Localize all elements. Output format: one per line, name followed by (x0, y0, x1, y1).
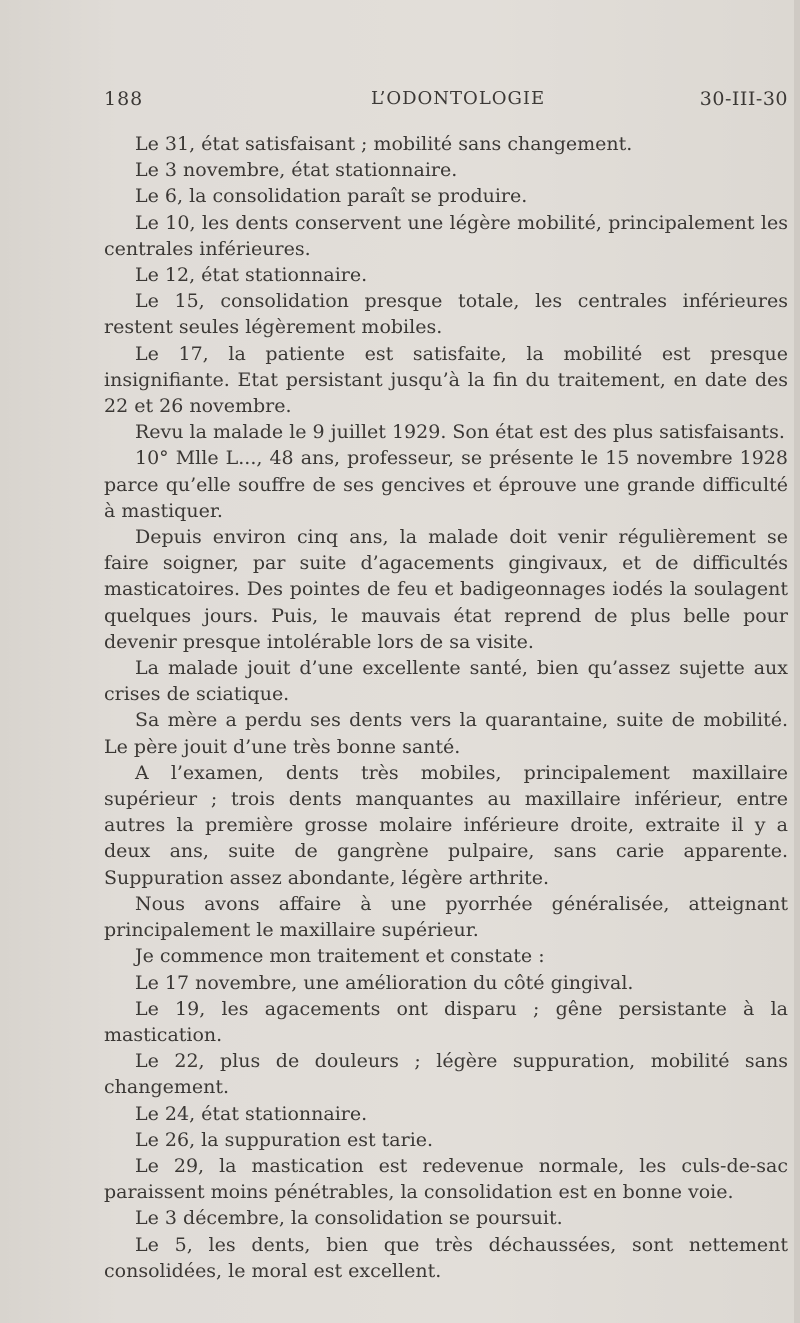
paragraph: Le 12, état stationnaire. (135, 264, 368, 287)
paragraph: A l’examen, dents très mobiles, principalement maxillaire supérieur ; trois dents manquantes au maxillaire inférieur, entre autres la première grosse molaire inférieure droite, extraite il y a deux ans, suite de gangrène pulpaire, sans carie apparente. Suppuration assez abondante, légère arthrite. (104, 761, 788, 889)
paragraph: Nous avons affaire à une pyorrhée généralisée, atteignant principalement le maxillaire supérieur. (104, 892, 788, 942)
issue-date: 30-III-30 (699, 88, 788, 110)
running-title: L’ODONTOLOGIE (371, 88, 546, 109)
page-number: 188 (104, 88, 144, 110)
paragraph: Le 17, la patiente est satisfaite, la mobilité est presque insignifiante. Etat persistant jusqu’à la fin du traitement, en date des 22 et 26 novembre. (104, 342, 788, 418)
paragraph: Le 26, la suppuration est tarie. (135, 1128, 434, 1151)
paragraph: Le 17 novembre, une amélioration du côté gingival. (135, 971, 634, 994)
paragraph: Le 29, la mastication est redevenue normale, les culs-de-sac paraissent moins pénétrables, la consolidation est en bonne voie. (104, 1154, 788, 1204)
paragraph: Le 3 décembre, la consolidation se poursuit. (135, 1207, 563, 1230)
page-header (104, 88, 788, 116)
paragraph: Le 3 novembre, état stationnaire. (135, 159, 458, 182)
paragraph: Le 15, consolidation presque totale, les centrales inférieures restent seules légèrement mobiles. (104, 290, 788, 339)
paragraph: 10° Mlle L..., 48 ans, professeur, se présente le 15 novembre 1928 parce qu’elle souffre de ses gencives et éprouve une grande difficulté à mastiquer. (104, 447, 788, 522)
paragraph: Le 6, la consolidation paraît se produire. (135, 185, 528, 208)
paragraph: Le 19, les agacements ont disparu ; gêne persistante à la mastication. (104, 997, 788, 1046)
paragraph: La malade jouit d’une excellente santé, bien qu’assez sujette aux crises de sciatique. (104, 657, 788, 706)
paragraph: Le 24, état stationnaire. (135, 1102, 368, 1125)
paragraph: Le 10, les dents conservent une légère mobilité, principalement les centrales inférieures. (104, 211, 788, 260)
paragraph: Je commence mon traitement et constate : (135, 945, 545, 968)
paragraph: Revu la malade le 9 juillet 1929. Son état est des plus satisfaisants. (135, 421, 785, 444)
paragraph: Sa mère a perdu ses dents vers la quarantaine, suite de mobilité. Le père jouit d’une très bonne santé. (104, 709, 788, 758)
paragraph: Le 5, les dents, bien que très déchaussées, sont nettement consolidées, le moral est excellent. (104, 1233, 788, 1282)
paragraph: Le 31, état satisfaisant ; mobilité sans changement. (135, 133, 633, 155)
page-edge (794, 0, 800, 1323)
body-text (104, 131, 788, 1284)
paragraph: Depuis environ cinq ans, la malade doit venir régulièrement se faire soigner, par suite d’agacements gingivaux, et de difficultés masticatoires. Des pointes de feu et badigeonnages iodés la soulagent quelques jours. Puis, le mauvais état reprend de plus belle pour devenir presque intolérable lors de sa visite. (104, 526, 788, 653)
paragraph: Le 22, plus de douleurs ; légère suppuration, mobilité sans changement. (104, 1050, 788, 1099)
